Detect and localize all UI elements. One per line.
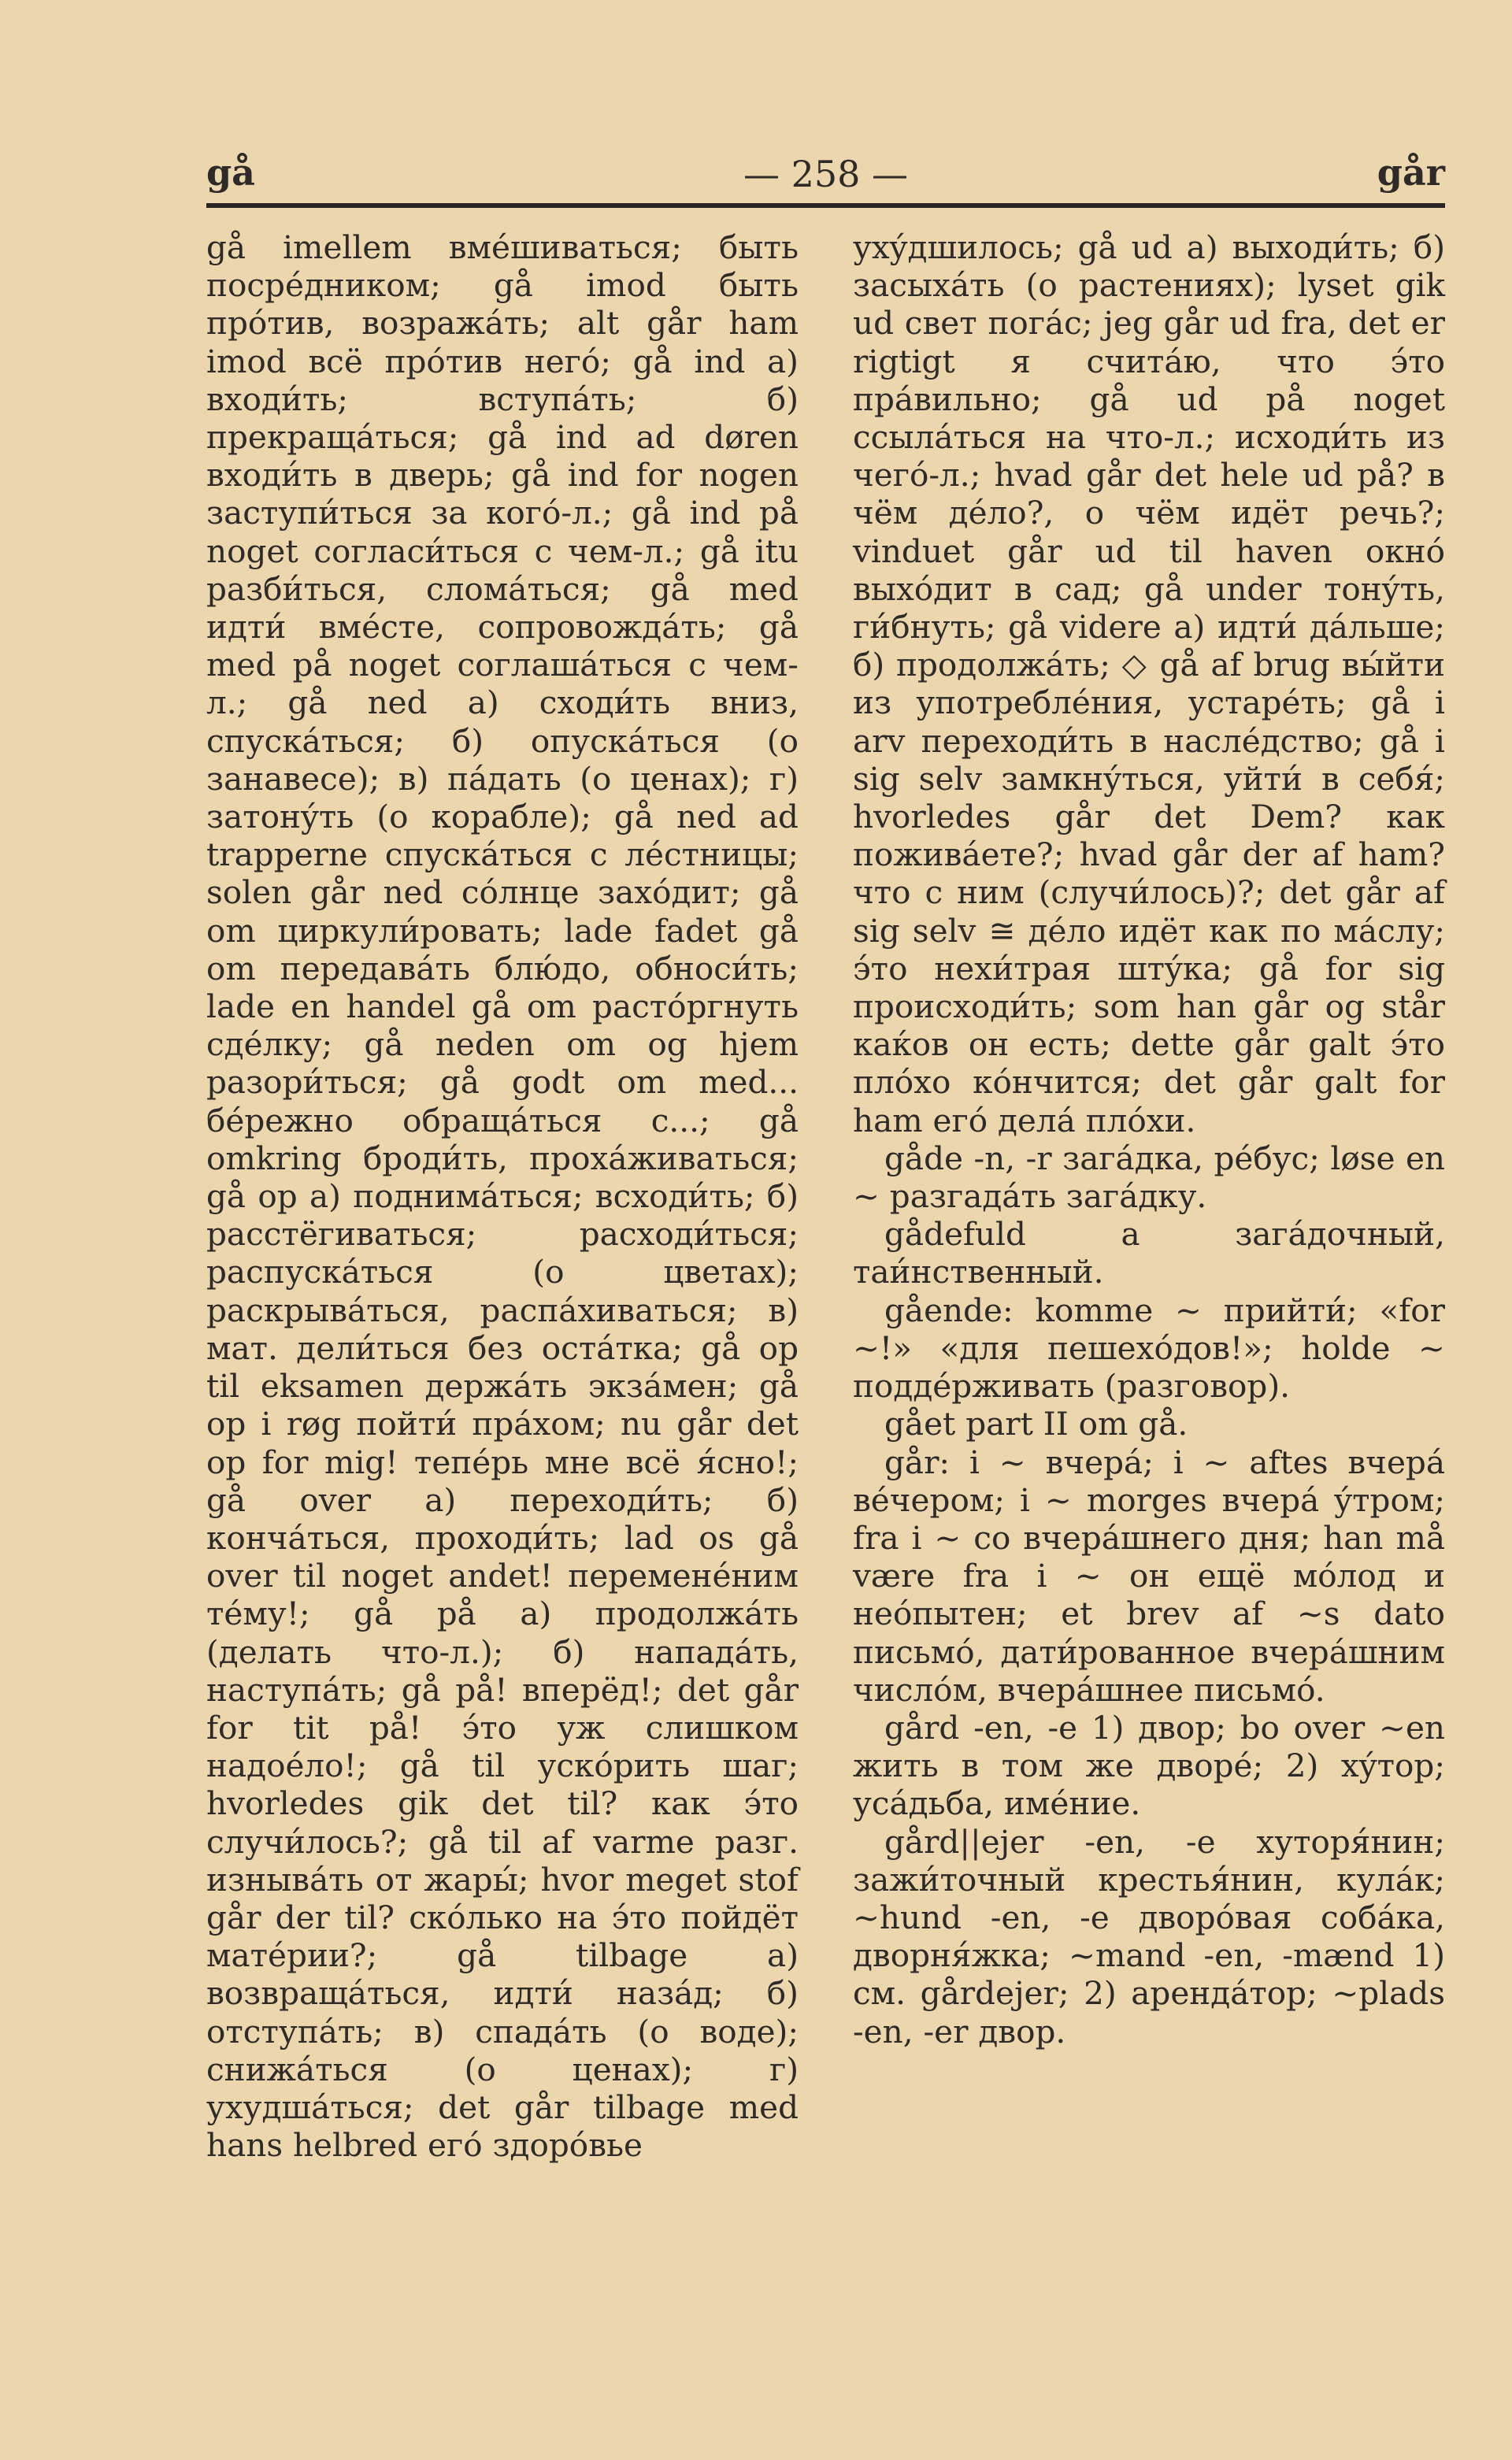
entry-gaende: gående: komme ~ прийти́; «for ~!» «для пешехóдов!»; holde ~ поддéрживать (разговор). [853, 1291, 1445, 1406]
entry-gar: går: i ~ вчерá; i ~ aftes вчерá вéчером; i ~ morges вчерá ýтром; fra i ~ со вчерáшнего дня; han må være fra i ~ он ещё мóлод и неóпытен; et brev af ~s dato письмó, дати́рованное вчерáшним числóм, вчерáшнее письмó. [853, 1443, 1445, 1709]
left-running-headword: gå [206, 151, 255, 194]
left-column [206, 228, 799, 2164]
entry-gadefuld: gådefuld a загáдочный, таи́нственный. [853, 1215, 1445, 1291]
right-column [853, 228, 1445, 2051]
entry-gade: gåde -n, -r загáдка, рéбус; løse en ~ разгадáть загáдку. [853, 1139, 1445, 1216]
entry-continuation: gå imellem вмéшиваться; быть посрéдником; gå imod быть прóтив, возражáть; alt går ham imod всё прóтив негó; gå ind а) входи́ть; вступáть; б) прекращáться; gå ind ad døren входи́ть в дверь; gå ind for nogen заступи́ться за когó-л.; gå ind på noget согласи́ться с чем-л.; gå itu разби́ться, сломáться; gå med идти́ вмéсте, сопровождáть; gå med på noget соглашáться с чем-л.; gå ned а) сходи́ть вниз, спускáться; б) опускáться (о занавесе); в) пáдать (о ценах); г) затонýть (о корабле); gå ned ad trapperne спускáться с лéстницы; solen går ned сóлнце захóдит; gå om циркули́ровать; lade fadet gå om передавáть блю́до, обноси́ть; lade en handel gå om растóргнуть сдéлку; gå neden om og hjem разори́ться; gå godt om med... бéрежно обращáться с...; gå omkring броди́ть, прохáживаться; gå op а) поднимáться; всходи́ть; б) расстёгиваться; расходи́ться; распускáться (о цветах); раскрывáться, распáхиваться; в) мат. дели́ться без остáтка; gå op til eksamen держáть экзáмен; gå op i røg пойти́ прáхом; nu går det op for mig! тепéрь мне всё я́сно!; gå over а) переходи́ть; б) кончáться, проходи́ть; lad os gå over til noget andet! переменéним тéму!; gå på а) продолжáть (делать что-л.); б) нападáть, наступáть; gå på! вперёд!; det går for tit på! э́то уж слишком надоéло!; gå til ускóрить шаг; hvorledes gik det til? как э́то случи́лось?; gå til af varme разг. изнывáть от жары́; hvor meget stof går der til? скóлько на э́то пойдёт матéрии?; gå tilbage а) возвращáться, идти́ назáд; б) отступáть; в) спадáть (о воде); снижáться (о ценах); г) ухудшáться; det går tilbage med hans helbred егó здорóвье [206, 228, 799, 2165]
entry-gaet: gået part II om gå. [884, 1405, 1188, 1443]
right-running-headword: går [1377, 151, 1445, 194]
page-number: — 258 — [743, 153, 909, 195]
header-rule [206, 203, 1445, 208]
entry-gard: gård -en, -e 1) двор; bo over ~en жить в том же дворé; 2) хýтор; усáдьба, имéние. [853, 1708, 1445, 1823]
entry-continuation: ухýдшилось; gå ud а) выходи́ть; б) засыхáть (о растениях); lyset gik ud свет погáс; jeg går ud fra, det er rigtigt я считáю, что э́то прáвильно; gå ud på noget ссылáться на что-л.; исходи́ть из чегó-л.; hvad går det hele ud på? в чём дéло?, о чём идёт речь?; vinduet går ud til haven окнó выхóдит в сад; gå under тонýть, ги́бнуть; gå videre а) идти́ дáльше; б) продолжáть; ◇ gå af brug вы́йти из употреблéния, устарéть; gå i arv переходи́ть в наслéдство; gå i sig selv замкнýться, уйти́ в себя́; hvorledes går det Dem? как поживáете?; hvad går der af ham? что с ним (случи́лось)?; det går af sig selv ≅ дéло идёт как по мáслу; э́то нехи́трая штýка; gå for sig происходи́ть; som han går og står каќов он есть; dette går galt э́то плóхо кóнчится; det går galt for ham егó делá плóхи. [853, 228, 1445, 1139]
entry-gardejer: gård||ejer -en, -e хуторя́нин; зажи́точный крестья́нин, кулáк; ~hund -en, -e дворóвая собáка, дворня́жка; ~mand -en, -mænd 1) см. gårdejer; 2) арендáтор; ~plads -en, -er двор. [853, 1822, 1445, 2051]
